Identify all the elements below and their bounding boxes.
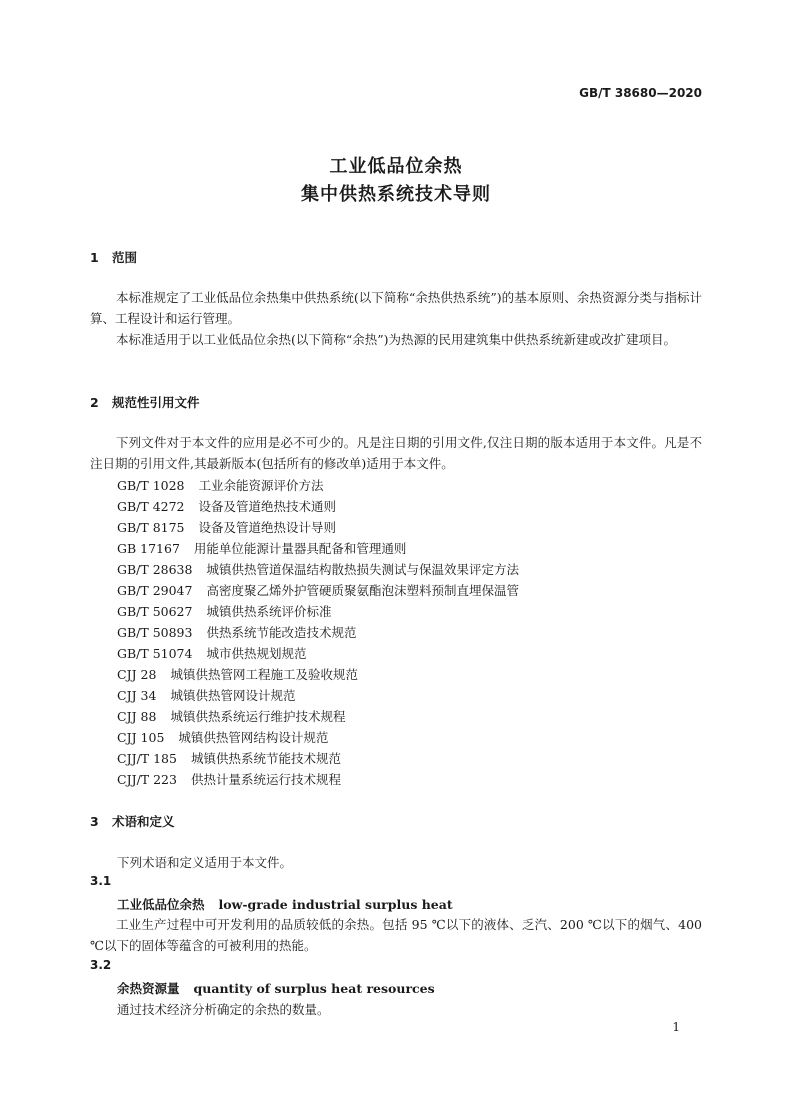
reference-code: CJJ/T 185 <box>117 751 177 766</box>
term-chinese: 工业低品位余热 <box>117 897 205 912</box>
reference-title: 城镇供热管网设计规范 <box>170 688 296 703</box>
term-english: low-grade industrial surplus heat <box>218 897 453 912</box>
terms-intro: 下列术语和定义适用于本文件。 <box>117 855 293 870</box>
reference-code: CJJ 34 <box>117 688 157 703</box>
reference-code: CJJ 88 <box>117 709 157 724</box>
section-heading-scope <box>90 248 137 266</box>
reference-item <box>117 769 341 790</box>
reference-title: 工业余能资源评价方法 <box>198 478 324 493</box>
reference-item <box>117 475 324 496</box>
section-number: 3 <box>90 814 99 829</box>
term-english: quantity of surplus heat resources <box>193 981 435 996</box>
term-chinese: 余热资源量 <box>117 981 180 996</box>
section-number: 1 <box>90 250 99 265</box>
section-title: 规范性引用文件 <box>112 395 200 410</box>
reference-code: GB/T 50893 <box>117 625 193 640</box>
reference-code: GB/T 51074 <box>117 646 193 661</box>
standard-code: GB/T 38680—2020 <box>579 86 702 100</box>
reference-code: CJJ 28 <box>117 667 157 682</box>
reference-code: GB/T 1028 <box>117 478 185 493</box>
reference-item <box>117 748 341 769</box>
term-entry <box>117 895 453 913</box>
reference-item <box>117 622 356 643</box>
term-entry <box>117 979 435 997</box>
reference-title: 设备及管道绝热设计导则 <box>198 520 337 535</box>
references-intro: 下列文件对于本文件的应用是必不可少的。凡是注日期的引用文件,仅注日期的版本适用于本文件。凡是不注日期的引用文件,其最新版本(包括所有的修改单)适用于本文件。 <box>90 435 702 471</box>
reference-item <box>117 517 336 538</box>
reference-code: CJJ 105 <box>117 730 165 745</box>
reference-item <box>117 685 295 706</box>
reference-item <box>117 664 358 685</box>
reference-title: 用能单位能源计量器具配备和管理通则 <box>193 541 407 556</box>
reference-item <box>117 601 331 622</box>
document-title-line2: 集中供热系统技术导则 <box>301 184 491 205</box>
reference-code: GB/T 50627 <box>117 604 193 619</box>
page-number: 1 <box>672 1020 680 1034</box>
reference-code: GB/T 8175 <box>117 520 185 535</box>
clause-number: 3.1 <box>90 874 112 888</box>
reference-code: CJJ/T 223 <box>117 772 177 787</box>
reference-title: 城镇供热管网结构设计规范 <box>178 730 329 745</box>
reference-item <box>117 559 519 580</box>
reference-title: 设备及管道绝热技术通则 <box>198 499 337 514</box>
reference-code: GB/T 28638 <box>117 562 193 577</box>
section-heading-terms <box>90 812 175 830</box>
reference-title: 城市供热规划规范 <box>206 646 307 661</box>
term-definition: 工业生产过程中可开发利用的品质较低的余热。包括 95 ℃以下的液体、乏汽、200 ℃以下的烟气、400 ℃以下的固体等蕴含的可被利用的热能。 <box>90 917 702 953</box>
term-definition: 通过技术经济分析确定的余热的数量。 <box>117 1002 330 1017</box>
section-number: 2 <box>90 395 99 410</box>
reference-code: GB/T 4272 <box>117 499 185 514</box>
reference-title: 城镇供热管网工程施工及验收规范 <box>170 667 358 682</box>
section-title: 术语和定义 <box>112 814 175 829</box>
scope-paragraph-2: 本标准适用于以工业低品位余热(以下简称“余热”)为热源的民用建筑集中供热系统新建或改扩建项目。 <box>116 332 677 347</box>
section-title: 范围 <box>112 250 138 265</box>
reference-title: 供热系统节能改造技术规范 <box>206 625 357 640</box>
reference-item <box>117 706 345 727</box>
reference-code: GB 17167 <box>117 541 180 556</box>
scope-paragraph-1: 本标准规定了工业低品位余热集中供热系统(以下简称“余热供热系统”)的基本原则、余热资源分类与指标计算、工程设计和运行管理。 <box>90 290 702 326</box>
reference-item <box>117 538 406 559</box>
reference-item <box>117 643 306 664</box>
reference-title: 城镇供热系统运行维护技术规程 <box>170 709 346 724</box>
reference-title: 城镇供热管道保温结构散热损失测试与保温效果评定方法 <box>206 562 519 577</box>
reference-item <box>117 580 519 601</box>
clause-number: 3.2 <box>90 958 112 972</box>
reference-item <box>117 496 336 517</box>
reference-title: 城镇供热系统节能技术规范 <box>190 751 341 766</box>
reference-code: GB/T 29047 <box>117 583 193 598</box>
section-heading-normative-references <box>90 393 200 411</box>
document-title-line1: 工业低品位余热 <box>329 156 463 177</box>
reference-title: 城镇供热系统评价标准 <box>206 604 332 619</box>
reference-item <box>117 727 328 748</box>
reference-title: 高密度聚乙烯外护管硬质聚氨酯泡沫塑料预制直埋保温管 <box>206 583 519 598</box>
reference-title: 供热计量系统运行技术规程 <box>190 772 341 787</box>
